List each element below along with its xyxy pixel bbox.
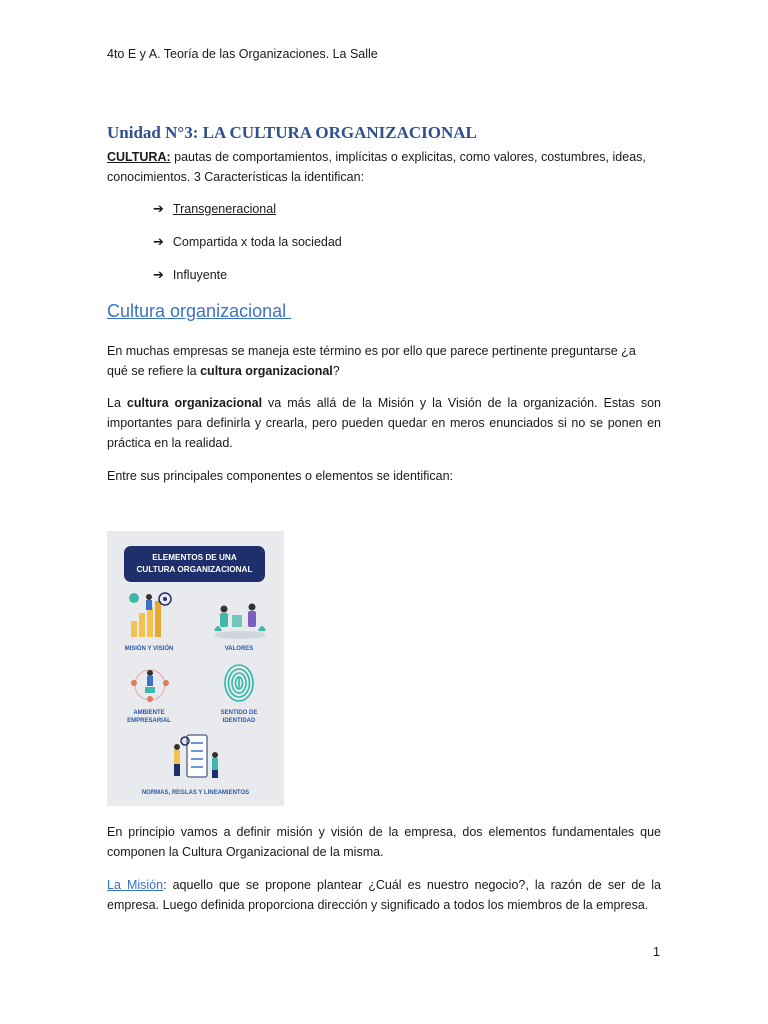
page-number: 1	[653, 945, 660, 959]
banner-line2: CULTURA ORGANIZACIONAL	[136, 565, 253, 574]
paragraph-3: Entre sus principales componentes o elementos se identifican:	[107, 469, 454, 483]
bullet-label: Compartida x toda la sociedad	[172, 235, 342, 249]
label-valores: VALORES	[224, 646, 254, 652]
p2-line3: práctica en la realidad.	[107, 436, 233, 450]
fingerprint-icon	[223, 663, 255, 703]
p1-line2-post: ?	[332, 364, 340, 378]
arrow-right-icon: ➔	[153, 267, 164, 282]
p1-bold: cultura organizacional	[200, 364, 333, 378]
p1-line2-pre: qué se refiere la	[107, 364, 201, 378]
bullet-label: Influyente	[172, 268, 228, 282]
p5-line1	[107, 875, 661, 895]
bullet-compartida	[153, 234, 342, 250]
banner-line1: ELEMENTOS DE UNA	[152, 553, 237, 562]
people-values-icon	[210, 601, 266, 639]
bullet-influyente	[153, 267, 227, 283]
bullet-transgeneracional	[153, 201, 276, 217]
arrow-right-icon: ➔	[153, 234, 164, 249]
paragraph-5	[107, 875, 661, 915]
p1-line1: En muchas empresas se maneja este término es por ello que parece pertinente preguntarse ¿a	[107, 344, 636, 358]
cultura-term: CULTURA:	[107, 150, 171, 164]
label-identidad	[207, 709, 271, 725]
section-title: Cultura organizacional	[107, 301, 292, 321]
label-identidad-line1: SENTIDO DE	[220, 710, 258, 716]
p2-line2: importantes para definirla y crearla, pero pueden quedar en meros enunciados si no se ponen en	[107, 416, 661, 430]
infographic-banner	[124, 546, 265, 582]
p5-line2: empresa. Luego definida proporciona dirección y significado a todos los miembros de la empresa.	[107, 898, 649, 912]
infographic-image	[107, 531, 284, 806]
p4-line2: componen la Cultura Organizacional de la misma.	[107, 845, 384, 859]
target-chart-icon	[125, 591, 175, 639]
p4-line1: En principio vamos a definir misión y visión de la empresa, dos elementos fundamentales que	[107, 825, 661, 839]
bullet-label: Transgeneracional	[172, 202, 276, 216]
arrow-right-icon: ➔	[153, 201, 164, 216]
p5-line1-post: : aquello que se propone plantear ¿Cuál es nuestro negocio?, la razón de ser de la	[163, 878, 661, 892]
label-mision: MISIÓN Y VISIÓN	[124, 646, 174, 652]
p2-bold: cultura organizacional	[126, 396, 263, 410]
label-ambiente-line2: EMPRESARIAL	[127, 718, 171, 724]
label-ambiente	[117, 709, 181, 725]
cultura-definition	[107, 147, 661, 187]
cultura-def-line1: pautas de comportamientos, implícitas o explicitas, como valores, costumbres, ideas,	[170, 150, 646, 164]
paragraph-4	[107, 822, 661, 862]
mision-link[interactable]: La Misión	[107, 878, 164, 892]
cultura-def-line2: conocimientos. 3 Características la identifican:	[107, 170, 365, 184]
label-normas: NORMAS, REGLAS Y LINEAMIENTOS	[141, 790, 250, 796]
checklist-rules-icon	[167, 733, 223, 781]
paragraph-2	[107, 393, 661, 453]
label-identidad-line2: IDENTIDAD	[222, 718, 256, 724]
p2-line1-post: va más allá de la Misión y la Visión de la organización. Estas son	[262, 396, 661, 410]
team-environment-icon	[125, 663, 175, 707]
p2-line1	[107, 393, 661, 413]
unit-title: Unidad N°3: LA CULTURA ORGANIZACIONAL	[107, 123, 477, 142]
label-ambiente-line1: AMBIENTE	[133, 710, 165, 716]
page-header: 4to E y A. Teoría de las Organizaciones. La Salle	[107, 47, 378, 61]
paragraph-1	[107, 341, 661, 381]
p2-pre: La	[107, 396, 127, 410]
